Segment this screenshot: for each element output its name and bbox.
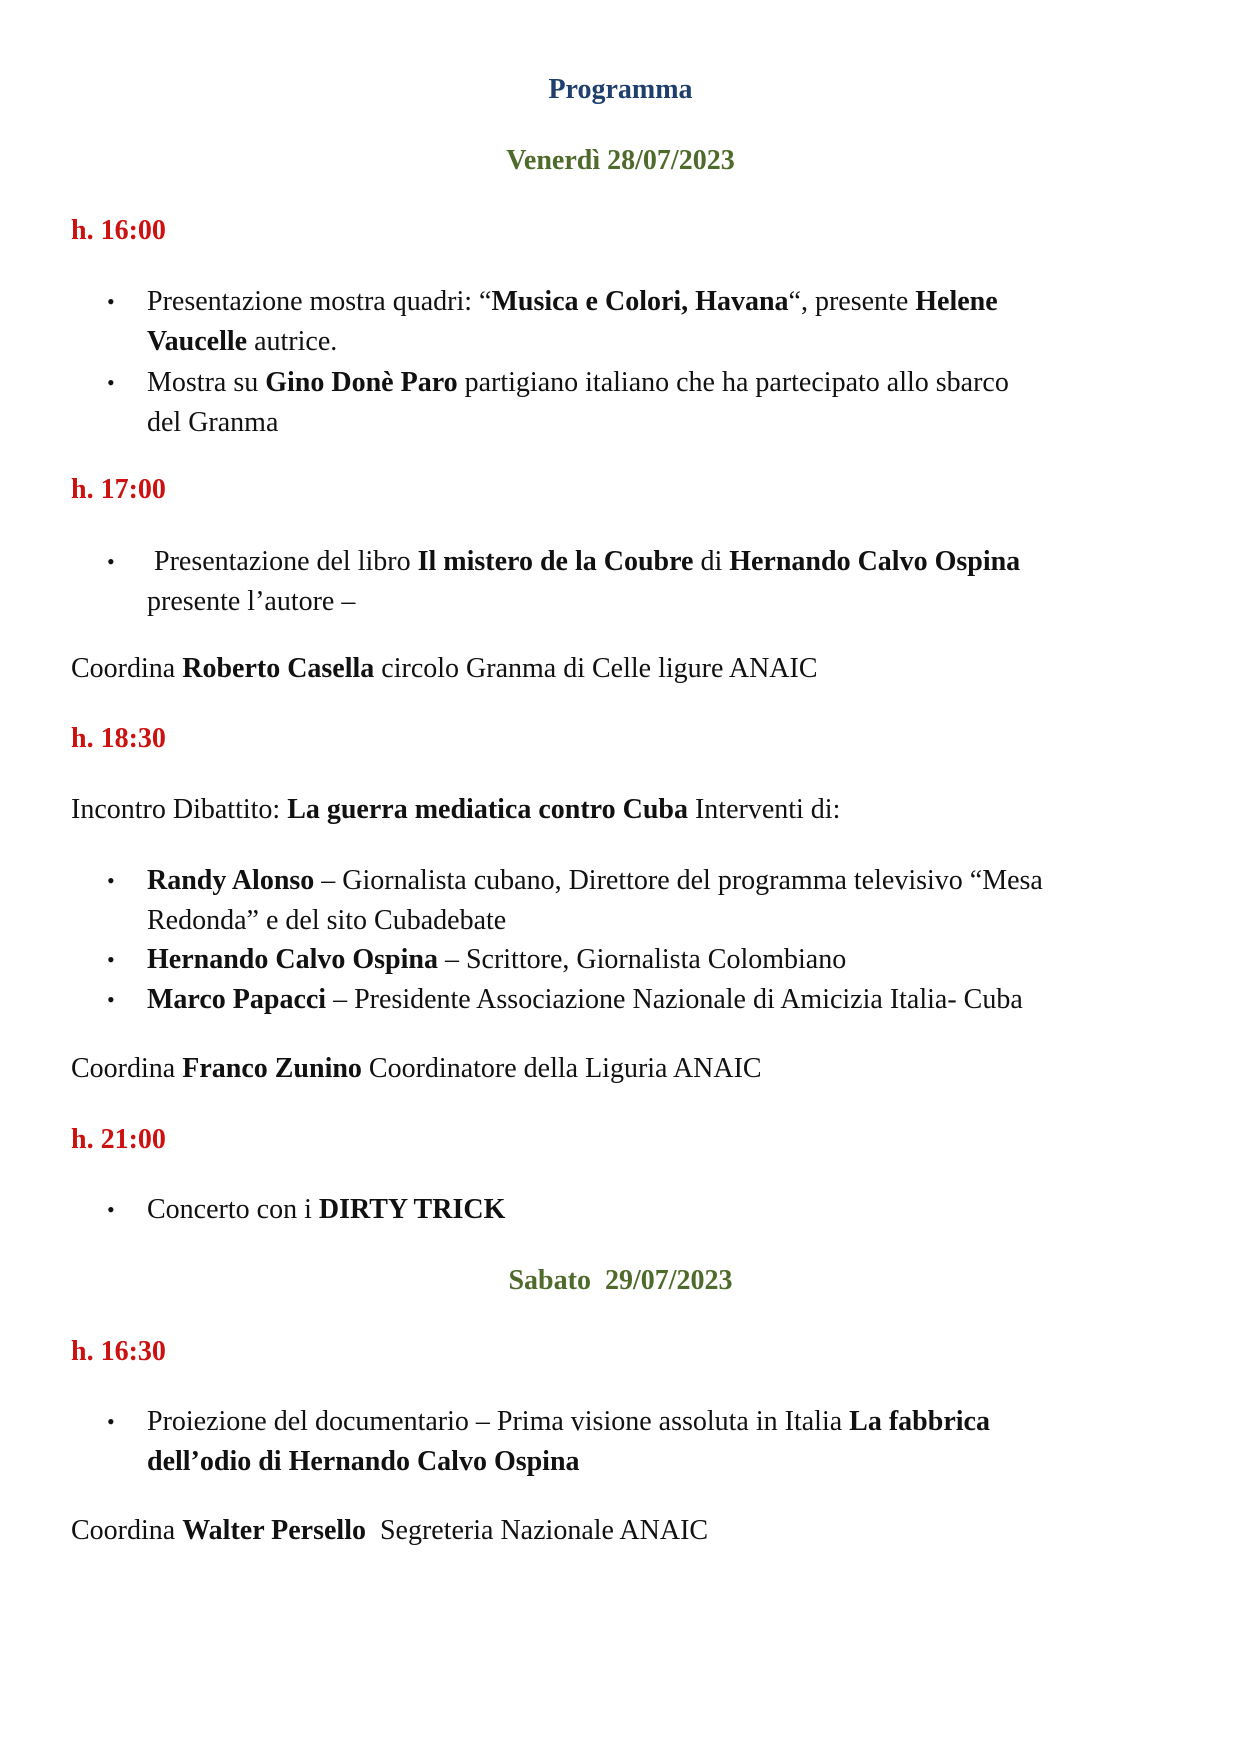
debate-intro: Incontro Dibattito: La guerra mediatica contro Cuba Interventi di: [71,794,841,825]
day-heading-friday: Venerdì 28/07/2023 [506,145,735,176]
bullet: • [107,289,115,314]
time-2100: h. 21:00 [71,1124,166,1155]
list-item-continuation: Vaucelle autrice. [147,326,338,357]
list-item-continuation: del Granma [147,407,279,438]
list-item-continuation: Redonda” e del sito Cubadebate [147,905,507,936]
bullet: • [107,987,115,1012]
coordinator-line: Coordina Walter Persello Segreteria Nazionale ANAIC [71,1515,709,1546]
list-item-concert: Concerto con i DIRTY TRICK [147,1194,506,1225]
time-1700: h. 17:00 [71,474,166,505]
bullet: • [107,1197,115,1222]
list-item-continuation: dell’odio di Hernando Calvo Ospina [147,1446,580,1477]
page-title: Programma [548,74,693,105]
day-heading-saturday: Sabato 29/07/2023 [508,1265,733,1296]
list-item-documentary: Proiezione del documentario – Prima visione assoluta in Italia La fabbrica [147,1406,990,1437]
bullet: • [107,1409,115,1434]
list-item-speaker-marco-papacci: Marco Papacci – Presidente Associazione Nazionale di Amicizia Italia- Cuba [147,984,1023,1015]
bullet: • [107,947,115,972]
list-item-book-presentation: Presentazione del libro Il mistero de la Coubre di Hernando Calvo Ospina [147,546,1021,577]
time-1600: h. 16:00 [71,215,166,246]
list-item-exhibition-paintings: Presentazione mostra quadri: “Musica e Colori, Havana“, presente Helene [147,286,998,317]
coordinator-line: Coordina Roberto Casella circolo Granma di Celle ligure ANAIC [71,653,818,684]
bullet: • [107,549,115,574]
time-1630: h. 16:30 [71,1336,166,1367]
bullet: • [107,868,115,893]
list-item-continuation: presente l’autore – [147,586,356,617]
list-item-speaker-hernando-calvo: Hernando Calvo Ospina – Scrittore, Giornalista Colombiano [147,944,847,975]
list-item-speaker-randy-alonso: Randy Alonso – Giornalista cubano, Direttore del programma televisivo “Mesa [147,865,1043,896]
bullet: • [107,370,115,395]
coordinator-line: Coordina Franco Zunino Coordinatore della Liguria ANAIC [71,1053,762,1084]
list-item-exhibition-gino-done: Mostra su Gino Donè Paro partigiano italiano che ha partecipato allo sbarco [147,367,1009,398]
time-1830: h. 18:30 [71,723,166,754]
